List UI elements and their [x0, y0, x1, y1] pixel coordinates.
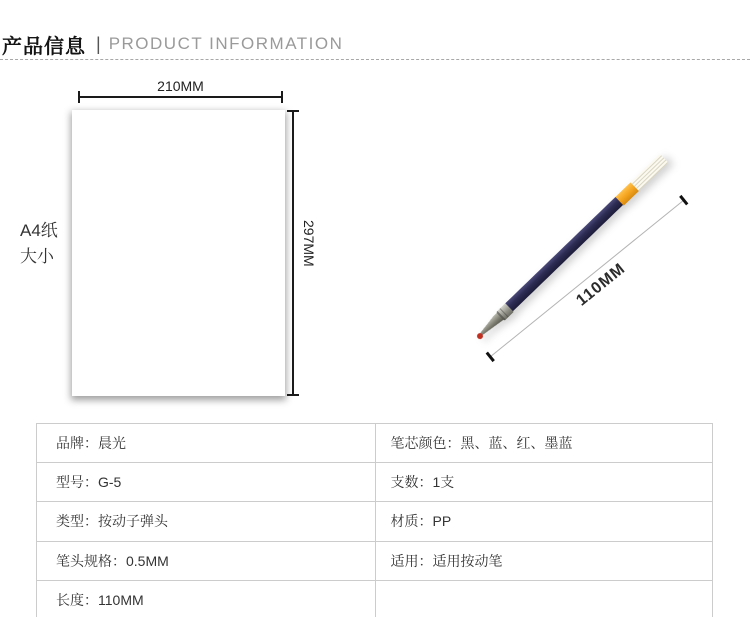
table-row — [37, 580, 712, 617]
a4-paper-illustration — [72, 110, 285, 396]
spec-cell-ink-colors: 笔芯颜色：黑、蓝、红、墨蓝 — [375, 424, 713, 462]
section-title-en: PRODUCT INFORMATION — [108, 34, 344, 53]
paper-width-label: 210MM — [157, 78, 204, 94]
a4-caption-line1: A4纸 — [20, 221, 58, 240]
dimension-tick — [679, 195, 688, 205]
paper-height-label: 297MM — [301, 219, 317, 267]
spec-cell-suitable-for: 适用：适用按动笔 — [375, 542, 713, 580]
spec-cell-empty — [375, 581, 713, 617]
spec-cell-length: 长度：110MM — [56, 591, 144, 608]
section-header — [0, 28, 750, 60]
spec-cell-material: 材质：PP — [375, 502, 713, 540]
paper-height-dimension-line — [292, 110, 294, 396]
paper-width-dimension-line — [78, 96, 283, 98]
table-row — [37, 501, 712, 540]
spec-cell-tip-size: 笔头规格：0.5MM — [56, 552, 169, 569]
spec-cell-brand: 品牌：晨光 — [56, 435, 126, 451]
a4-caption-line2: 大小 — [20, 247, 54, 266]
table-row — [37, 424, 712, 462]
refill-length-label: 110MM — [573, 260, 629, 310]
dimension-tick — [281, 91, 283, 103]
table-row — [37, 462, 712, 501]
section-title-zh: 产品信息 — [2, 35, 86, 58]
dimension-tick — [78, 91, 80, 103]
dimension-tick — [486, 352, 495, 362]
title-separator: | — [96, 33, 101, 54]
pen-refill-illustration — [473, 153, 669, 343]
dashed-divider — [0, 59, 750, 60]
dimension-tick — [287, 110, 299, 112]
spec-cell-model: 型号：G-5 — [56, 474, 122, 491]
a4-size-caption — [20, 218, 58, 270]
refill-plunger-end — [630, 154, 668, 191]
spec-table — [36, 423, 713, 617]
spec-cell-type: 类型：按动子弹头 — [56, 513, 168, 530]
dimension-tick — [287, 394, 299, 396]
spec-cell-quantity: 支数：1支 — [375, 463, 713, 501]
table-row — [37, 541, 712, 580]
